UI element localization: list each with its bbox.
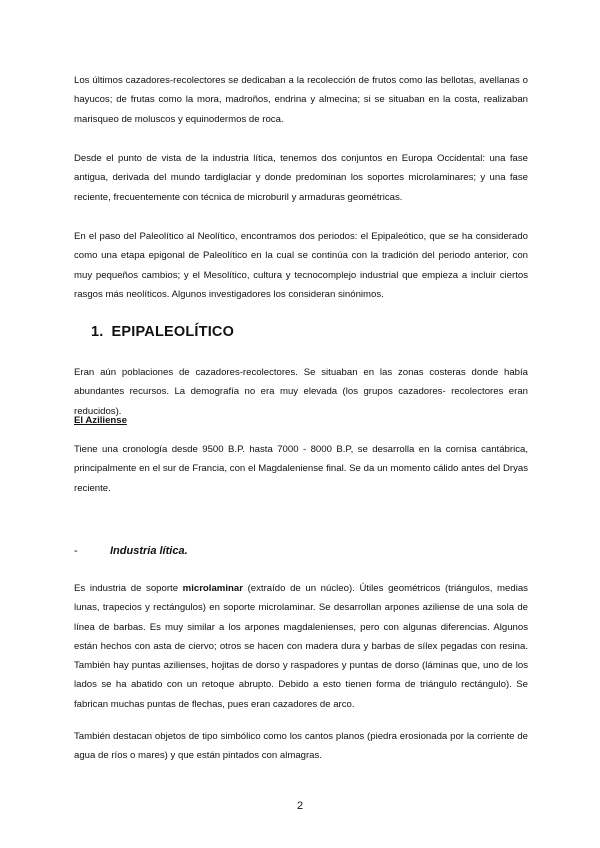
section-number: 1. [91,324,104,340]
paragraph-simbolico: También destacan objetos de tipo simbólico como los cantos planos (piedra erosionada por la corriente de agua de ríos o mares) y que están pintados con almagras. [74,731,528,762]
bullet-industria-litica [74,545,188,557]
bullet-dash: - [74,545,78,557]
microlaminar-bold: microlaminar [182,583,243,594]
paragraph-recoleccion: Los últimos cazadores-recolectores se dedicaban a la recolección de frutos como las bellotas, avellanas o hayucos; de frutas como la mora, madroños, endrina y almecina; si se situaban en la costa, realizaban marisqueo de moluscos y equinodermos de roca. [74,75,528,125]
page-number: 2 [296,800,304,812]
paragraph-cronologia: Tiene una cronología desde 9500 B.P. hasta 7000 - 8000 B.P, se desarrolla en la cornisa cantábrica, principalmente en el sur de Francia, con el Magdaleniense final. Se da un momento cálido antes del Dryas reciente. [74,444,528,494]
paragraph-microlaminar [74,579,528,714]
microlaminar-text-pre: Es industria de soporte [74,583,183,594]
paragraph-poblaciones: Eran aún poblaciones de cazadores-recolectores. Se situaban en las zonas costeras donde había abundantes recursos. La demografía no era muy elevada (los grupos cazadores- recolectores eran reducidos). [74,367,528,417]
microlaminar-text-post: (extraído de un núcleo). Útiles geométricos (triángulos, medias lunas, trapecios y rectángulos) en soporte microlaminar. Se desarrollan arpones aziliense de una sola de línea de barbas. Es muy similar a los arpones magdalenienses, pero con algunas diferencias. Algunos están hechos con asta de ciervo; otros se hacen con madera dura y barbas de sílex pegadas con resina. También hay puntas azilienses, hojitas de dorso y raspadores y puntas de dorso (láminas que, uno de los lados se ha abatido con un retoque abrupto. Debido a esto tienen forma de triángulo rectángulo). Se fabrican muchas puntas de flechas, pues eran cazadores de arco. [74,583,528,710]
section-title: EPIPALEOLÍTICO [111,324,235,340]
paragraph-industria-litica: Desde el punto de vista de la industria lítica, tenemos dos conjuntos en Europa Occidental: una fase antigua, derivada del mundo tardiglaciar y donde predominan los soportes microlaminares; y una fase reciente, frecuentemente con técnica de microburil y armaduras geométricas. [74,153,528,203]
section-heading [91,324,234,340]
paragraph-paleolitico-neolitico: En el paso del Paleolítico al Neolítico, encontramos dos periodos: el Epipaleótico, que se ha considerado como una etapa epigonal de Paleolítico en la cual se continúa con la tradición del periodo anterior, con muy pequeños cambios; y el Mesolítico, cultura y tecnocomplejo industrial que empieza a incluir ciertos rasgos más neolíticos. Algunos investigadores los consideran sinónimos. [74,231,528,300]
bullet-text: Industria lítica. [110,545,188,557]
subheading-aziliense: El Aziliense [74,415,127,426]
